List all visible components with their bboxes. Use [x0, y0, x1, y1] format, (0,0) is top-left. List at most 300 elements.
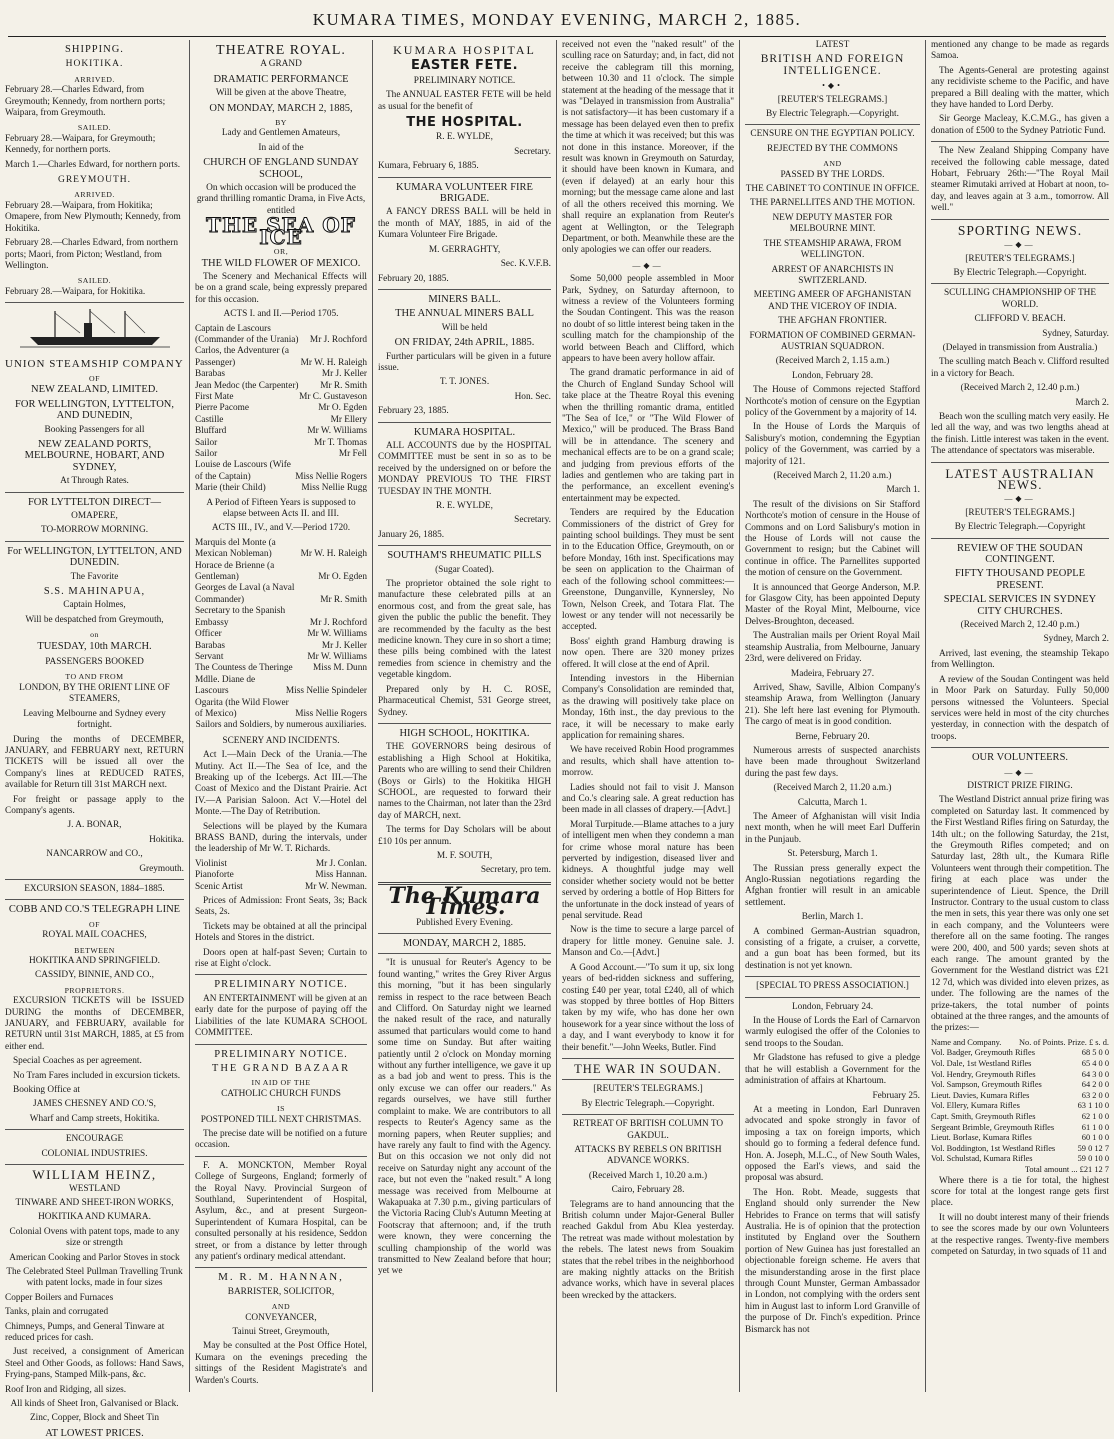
- tekapo: Arrived, last evening, the steamship Tekapo from Wellington.: [931, 648, 1109, 671]
- prize-row: [931, 1123, 1109, 1134]
- cast-row-role: Secretary to the Spanish Embassy: [195, 606, 286, 628]
- excursion-heading: EXCURSION SEASON, 1884–1885.: [24, 883, 165, 894]
- tenders: Tenders are required by the Education Commissioners of the district of Grey for painting school buildings. They must be sent in to the Education Office, Greymouth, on or before Monday, 16th inst. Specifications may be seen on application to the Chairman of each of the following school committees:—Greenstone, Dunganville, Kynnersley, No Town, Nelson Creek, and Totara Flat. The lowest or any tender will not necessarily be accepted.: [562, 508, 734, 633]
- cast-row-value: Mr Fell: [338, 449, 367, 459]
- captain: Captain Holmes,: [63, 600, 126, 611]
- sailors: Sailors and Soldiers, by numerous auxiliaries.: [195, 720, 367, 731]
- march-1: March 1.: [886, 485, 920, 496]
- cast-row-role: Officer: [195, 629, 222, 640]
- by-electric: By Electric Telegraph.—Copyright.: [953, 267, 1087, 278]
- sea-of-ice-title: THE SEA OF ICE: [206, 213, 356, 249]
- cabinet: THE CABINET TO CONTINUE IN OFFICE.: [745, 184, 920, 195]
- musician-row-value: Miss Hannan.: [315, 870, 367, 881]
- cast-row: [195, 403, 367, 414]
- further: Further particulars will be given in a future issue.: [378, 351, 551, 373]
- deputy: NEW DEPUTY MASTER FOR MELBOURNE MINT.: [772, 212, 893, 235]
- prelim-heading: PRELIMINARY NOTICE.: [214, 979, 348, 991]
- encourage: ENCOURAGE: [65, 1134, 124, 1145]
- scenery: The Scenery and Mechanical Effects will be on a grand scale, being expressly prepared for this occasion.: [195, 271, 367, 305]
- southam: SOUTHAM'S RHEUMATIC PILLS: [387, 550, 542, 562]
- postponed: POSTPONED TILL NEXT CHRISTMAS.: [200, 1114, 362, 1125]
- cast-row-role: Pierre Pacome: [195, 403, 249, 414]
- divider: [378, 289, 551, 290]
- moral: Moral Turpitude.—Blame attaches to a jury of intelligent men when they condemn a man for crime whose moral nature has been perverted by indigestion, diseased liver and kidneys. A thoughtful judge may well consider whether society would not be better served by ordering a bottle of Hop Bitters for the unfortunate in the dock instead of years of penal servitude. Read: [562, 819, 734, 922]
- madeira-text: Arrived, Shaw, Saville, Albion Company's steamship Arawa, from Wellington (January 21). She left here last evening for Plymouth. The cargo of meat is in good condition.: [745, 682, 920, 728]
- samoa-continued: mentioned any change to be made as regards Samoa.: [931, 40, 1109, 62]
- south: M. F. SOUTH,: [436, 850, 493, 861]
- cast-row: [195, 324, 367, 347]
- ornament: —◆—: [1004, 240, 1036, 250]
- censure: CENSURE ON THE EGYPTIAN POLICY.: [750, 129, 915, 140]
- received-2: (Received March 2, 12.40 p.m.): [960, 620, 1080, 631]
- divider: [931, 219, 1109, 220]
- divider: [562, 1058, 734, 1059]
- feb-25: February 25.: [872, 1090, 920, 1101]
- received-3: (Received March 2, 11.20 a.m.): [773, 783, 892, 794]
- hannan: M. R. M. HANNAN,: [218, 1271, 344, 1284]
- for-wld: For WELLINGTON, LYTTELTON, AND DUNEDIN.: [7, 545, 182, 569]
- fifty-thousand: FIFTY THOUSAND PEOPLE PRESENT.: [954, 568, 1086, 591]
- cast-row-role: The Countess de Theringe: [195, 663, 293, 674]
- hon-sec: Hon. Sec.: [514, 391, 551, 402]
- musician-row-value: Mr J. Conlan.: [315, 858, 367, 869]
- produced: On which occasion will be produced the grand thrilling romantic Drama, in Five Acts, entitled: [196, 183, 366, 216]
- cast-row-role: Louise de Lascours (Wife of the Captain): [195, 460, 291, 482]
- special: [SPECIAL TO PRESS ASSOCIATION.]: [756, 981, 909, 992]
- sugar-coated: (Sugar Coated).: [435, 564, 494, 575]
- prize-row-role: Vol. Schulstad, Kumara Rifles: [931, 1154, 1033, 1164]
- divider: [195, 1156, 367, 1157]
- nz-shipping: The New Zealand Shipping Company have received the following cable message, dated Hobart, February 26th:—"The Royal Mail steamer Rimutaki arrived at Hobart at noon, to-day, and leaves again at 3 a.m., tomorrow. All well.": [931, 146, 1109, 214]
- annual-miners: THE ANNUAL MINERS BALL: [395, 308, 534, 320]
- prize-row-value: 62 1 0 0: [1081, 1112, 1109, 1122]
- steamship-icon: [20, 307, 170, 349]
- secretary: Secretary.: [514, 146, 551, 157]
- agent-nancarrow: NANCARROW and CO.,: [46, 849, 143, 860]
- cast-row: [195, 438, 367, 449]
- cast-row-value: Mr J. Rochford: [309, 617, 367, 628]
- calcutta-text: The Ameer of Afghanistan will visit India next month, when he will meet Earl Dufferin in the Punjaub.: [745, 811, 920, 845]
- reuters: [REUTER'S TELEGRAMS.]: [777, 94, 888, 105]
- hokitika-sailed-2: March 1.—Charles Edward, for northern ports.: [5, 159, 181, 170]
- cast-row-role: Barabas: [195, 640, 225, 651]
- proprietors: PROPRIETORS.: [64, 985, 125, 995]
- cast-row-value: Mr W. Williams: [307, 426, 367, 437]
- divider: [745, 997, 920, 998]
- cast-row: [195, 483, 367, 494]
- prize-row-value: 59 0 12 7: [1077, 1143, 1109, 1153]
- london-2-text: In the House of Lords the Earl of Carnarvon warmly eulogised the offer of the Colonies to send troops to the Soudan.: [745, 1016, 920, 1049]
- westland: WESTLAND: [68, 1183, 121, 1194]
- cast-row-role: Sailor: [195, 437, 218, 448]
- gerraghty: M. GERRAGHTY,: [428, 244, 501, 255]
- trunk: The Celebrated Steel Pullman Travelling Trunk with patent locks, made in four sizes: [6, 1266, 183, 1289]
- stoves: American Cooking and Parlor Stoves in stock: [9, 1252, 180, 1263]
- cast-row-role: Servant: [195, 651, 224, 662]
- conveyancer: CONVEYANCER,: [245, 1312, 317, 1323]
- divider: [745, 124, 920, 125]
- cast-row: [195, 641, 367, 652]
- parnellites: THE PARNELLITES AND THE MOTION.: [749, 198, 915, 209]
- royal-mail: ROYAL MAIL COACHES,: [42, 930, 147, 941]
- prepared: Prepared only by H. C. ROSE, Pharmaceutical Chemist, 531 George street, Sydney.: [378, 684, 551, 718]
- secretary-2: Secretary.: [514, 515, 551, 526]
- union-booking: Booking Passengers for all: [44, 424, 145, 435]
- prize-row-value: 61 1 0 0: [1081, 1122, 1109, 1132]
- union-heading-text: UNION STEAMSHIP COMPANY: [5, 357, 184, 370]
- ornament: •◆•: [822, 81, 843, 91]
- sailed-label: SAILED.: [77, 276, 112, 286]
- feb-25-text: At a meeting in London, Earl Dunraven advocated and spoke strongly in favor of imposing a tax on foreign imports, which should go to forming a federal defence fund. Hon. A. Joseph, M.L.C., of New South Wales, opposed the Earl's views, and said the proposal was absurd.: [745, 1104, 920, 1184]
- attacks: ATTACKS BY REBELS ON BRITISH ADVANCE WORKS.: [574, 1144, 722, 1167]
- mails: The Australian mails per Orient Royal Mail steamship Australia, from Melbourne, January 23rd, were delivered on Friday.: [745, 631, 920, 665]
- cast-row-role: Captain de Lascours (Commander of the Urania): [195, 323, 299, 345]
- divider: [378, 545, 551, 546]
- column-1: [0, 40, 189, 1439]
- prize-rows: [931, 1048, 1109, 1165]
- prize-row: [931, 1133, 1109, 1144]
- prelim: PRELIMINARY NOTICE.: [413, 75, 516, 86]
- divider: [5, 492, 184, 493]
- cast-row-value: Mr Ellery: [330, 414, 367, 425]
- frontier: THE AFGHAN FRONTIER.: [778, 316, 887, 327]
- divider: [378, 177, 551, 178]
- rejected: REJECTED BY THE COMMONS: [767, 143, 898, 154]
- will-be-held: Will be held: [441, 322, 488, 333]
- british-foreign: BRITISH AND FOREIGN INTELLIGENCE.: [760, 53, 905, 77]
- good-account: A Good Account.—"To sum it up, six long years of bed-ridden sickness and suffering, costing £40 per year, total £240, all of which was stopped by three bottles of Hop Bitters taken by my wife, who has done her own housework for a year since without the loss of a day, and I want everybody to know it for their benefit."—John Weeks, Butler. Find: [562, 962, 734, 1053]
- prize-row-value: 60 1 0 0: [1081, 1133, 1109, 1143]
- madeira: Madeira, February 27.: [790, 668, 875, 679]
- prize-row-role: Vol. Ellery, Kumara Rifles: [931, 1101, 1020, 1111]
- cast-row-value: Mr R. Smith: [320, 594, 367, 605]
- governors: THE GOVERNORS being desirous of establishing a High School at Hokitika, Parents who are willing to send their Children (Boys or Girls) to the Hokitika HIGH SCHOOL, are requested to forward their names to the Chairman, not later than the 23rd day of MARCH, next.: [378, 742, 551, 821]
- sec-kvfb: Sec. K.V.F.B.: [500, 259, 551, 270]
- berlin-text: A combined German-Austrian squadron, consisting of a frigate, a cruiser, a corvette, and a gun boat has been formed, but its destination is not yet known.: [745, 926, 920, 971]
- cast-row-role: Mdlle. Diane de Lascours: [195, 674, 256, 697]
- agent-bonar: J. A. BONAR,: [67, 820, 122, 831]
- divider: [562, 1114, 734, 1115]
- dramatic: DRAMATIC PERFORMANCE: [213, 73, 349, 85]
- is: IS: [277, 1104, 285, 1114]
- hokitika-sailed-1: February 28.—Waipara, for Greymouth; Kennedy, for northern ports.: [5, 133, 156, 156]
- lyttelton-direct: FOR LYTTELTON DIRECT—: [27, 496, 162, 508]
- prize-row-value: 65 4 0 0: [1081, 1059, 1109, 1069]
- prize-total-text: Total amount ... £21 12 7: [1024, 1165, 1109, 1174]
- wild-flower: THE WILD FLOWER OF MEXICO.: [201, 257, 361, 269]
- london-orient: LONDON, BY THE ORIENT LINE OF STEAMERS,: [19, 682, 170, 705]
- cairo-text: Telegrams are to hand announcing that the British column under Major-General Buller reached Gakdul from Abu Klea yesterday. The retreat was made without molestation by the rebels. The latest news from Souakim states that the rebel tribes in the neighborhood are making nightly attacks on the British advance works, which have in several places been wrecked by the attackers.: [562, 1199, 734, 1301]
- heinz-heading: WILLIAM HEINZ,: [32, 1167, 157, 1183]
- masthead: KUMARA TIMES, MONDAY EVENING, MARCH 2, 1885.: [312, 10, 802, 29]
- easter-fete: EASTER FETE.: [410, 58, 519, 74]
- macleay: Sir George Macleay, K.C.M.G., has given a donation of £500 to the Sydney Patriotic Fund.: [931, 114, 1109, 136]
- column-2: [189, 40, 372, 1392]
- prize-row-role: Sergeant Brimble, Greymouth Rifles: [931, 1122, 1055, 1132]
- special-coaches: Special Coaches as per agreement.: [13, 1056, 142, 1067]
- divider: [931, 141, 1109, 142]
- sec-pro-tem: Secretary, pro tem.: [480, 865, 551, 876]
- divider: [378, 953, 551, 954]
- agents: The Agents-General are protesting against any recidiviste scheme to the Pacific, and have prepared a Bill dealing with the matter, which they have handed to Lord Derby.: [931, 65, 1109, 111]
- column-4: [556, 40, 739, 1392]
- cast-row: [195, 415, 367, 426]
- robin-hood: We have received Robin Hood programmes and results, which shall have attention to-morrow.: [562, 745, 734, 779]
- prize-row-role: Lieut. Borlase, Kumara Rifles: [931, 1133, 1032, 1143]
- meade: The Hon. Robt. Meade, suggests that England should only surrender the New Hebrides to France on terms that will satisfy Australia. He is of opinion that the protection instituted by England over the Southern portion of New Guinea has just forestalled an objectionable foreign scheme. He avers that the misunderstanding arose in the first place through Count Munster, German Ambassador in London, not complying with the orders sent him in August last to inform Lord Granville of the purpose of Dr. Finch's expedition. Prince Bismarck has not: [745, 1187, 920, 1335]
- cast-row-role: Marquis del Monte (a Mexican Nobleman): [195, 537, 276, 560]
- war-heading: THE WAR IN SOUDAN.: [574, 1061, 722, 1076]
- hokitika-heading: HOKITIKA.: [65, 59, 124, 70]
- cast-row-role: Castille: [195, 414, 224, 425]
- passengers-booked: PASSENGERS BOOKED: [45, 657, 144, 668]
- prize-header: [931, 1038, 1109, 1049]
- divider: [931, 462, 1109, 463]
- cast-row: [195, 583, 367, 606]
- cast-row-value: Mr W. Williams: [307, 629, 367, 640]
- scenery-heading: SCENERY AND INCIDENTS.: [222, 735, 340, 746]
- prize-row-value: 59 0 10 0: [1077, 1154, 1109, 1164]
- of-label: OF: [89, 919, 100, 929]
- musicians-list: [195, 859, 367, 893]
- special-services: SPECIAL SERVICES IN SYDNEY CITY CHURCHES.: [943, 594, 1097, 617]
- divider: [378, 933, 551, 934]
- musician-row: [195, 859, 367, 870]
- cast-row: [195, 449, 367, 460]
- fire-brigade: KUMARA VOLUNTEER FIRE BRIGADE.: [396, 181, 533, 205]
- ornament: —◆—: [632, 260, 664, 270]
- return-tickets: During the months of DECEMBER, JANUARY, and FEBRUARY next, RETURN TICKETS will be issued all over the Company's lines at REDUCED RATES, available for Return till 31st MARCH next.: [5, 734, 184, 791]
- cast-row-value: Mr W. H. Raleigh: [300, 549, 367, 560]
- precise-date: The precise date will be notified on a future occasion.: [195, 1128, 367, 1151]
- cast-list-1: [195, 324, 367, 495]
- shipping-heading: SHIPPING.: [65, 44, 124, 55]
- union-for: FOR WELLINGTON, LYTTELTON, AND DUNEDIN,: [15, 398, 174, 422]
- gladstone: Mr Gladstone has refused to give a pledge that he will establish a Government for the administration of affairs at Khartoum.: [745, 1053, 920, 1087]
- divider: [5, 541, 184, 542]
- prize-total: [931, 1165, 1109, 1176]
- passed: PASSED BY THE LORDS.: [780, 169, 885, 180]
- hok-kumara: HOKITIKA AND KUMARA.: [38, 1212, 151, 1223]
- tainui: Tainui Street, Greymouth,: [232, 1327, 330, 1338]
- musician-row: [195, 870, 367, 881]
- cast-row: [195, 698, 367, 721]
- selections: Selections will be played by the Kumara BRASS BAND, during the intervals, under the leadership of Mr W. T. Richards.: [195, 821, 367, 855]
- cast-row: [195, 675, 367, 698]
- cast-row-value: Mr T. Thomas: [314, 437, 367, 448]
- prize-table: [931, 1038, 1109, 1176]
- lowest: AT LOWEST PRICES.: [45, 1427, 144, 1439]
- prize-row: [931, 1101, 1109, 1112]
- column-6: [925, 40, 1114, 1392]
- tanks: Tanks, plain and corrugated: [5, 1307, 109, 1318]
- ladies: Lady and Gentlemen Amateurs,: [221, 128, 341, 139]
- wylde: R. E. WYLDE,: [436, 132, 493, 143]
- union-nz: NEW ZEALAND, LIMITED.: [31, 384, 158, 396]
- cast-list-2: [195, 538, 367, 721]
- divider: [5, 1164, 184, 1165]
- just-received: Just received, a consignment of American Steel and Other Goods, as follows: Hand Saws, Frying-pans, Stamped Milk-pans, &c.: [5, 1347, 184, 1381]
- cast-row: [195, 652, 367, 663]
- southam-text: The proprietor obtained the sole right to manufacture these celebrated pills at an enormous cost, and from the great sale, has given the public the public the benefit. They are recommended by the faculty as the best medicine known. They cure in so short a time; these pills being combined with the latest remedies from science in chemistry and the vegetable kingdom.: [378, 579, 551, 681]
- ship-name: S.S. MAHINAPUA,: [43, 586, 146, 598]
- calcutta: Calcutta, March 1.: [797, 797, 868, 808]
- sydney-march-2: Sydney, March 2.: [1043, 634, 1109, 645]
- cast-row: [195, 629, 367, 640]
- received: (Received March 1, 10.20 a.m.): [588, 1170, 708, 1181]
- ameer: MEETING AMEER OF AFGHANISTAN AND THE VICEROY OF INDIA.: [753, 290, 912, 312]
- moor-park: Some 50,000 people assembled in Moor Park, Sydney, on Saturday afternoon, to witness a review of the Volunteers forming the Soudan Contingent. This was the reason no doubt of so little interest being taken in the sculling match for the championship of the world between Beach and Clifford, which appears to have been avery hollow affair.: [562, 274, 734, 364]
- berne: Berne, February 20.: [795, 731, 870, 742]
- prize-row-value: 63 1 10 0: [1077, 1101, 1109, 1111]
- sculling: SCULLING CHAMPIONSHIP OF THE WORLD.: [943, 288, 1097, 310]
- divider: [5, 302, 184, 303]
- sculling-text: The sculling match Beach v. Clifford resulted in a victory for Beach.: [931, 357, 1109, 379]
- reuters-2: [REUTER'S TELEGRAMS.]: [965, 507, 1075, 518]
- prelim-heading-2: PRELIMINARY NOTICE.: [214, 1048, 348, 1060]
- union-ports: NEW ZEALAND PORTS, MELBOURNE, HOBART, AND SYDNEY,: [24, 438, 165, 473]
- the-hospital: THE HOSPITAL.: [406, 115, 523, 131]
- divider: [562, 1079, 734, 1080]
- colonial: COLONIAL INDUSTRIES.: [41, 1148, 148, 1159]
- cast-row: [195, 369, 367, 380]
- prize-header-left: Name and Company.: [931, 1037, 1002, 1047]
- consulted: May be consulted at the Post Office Hotel, Kumara on the evenings preceding the sittings of the Resident Magistrate's and Warden's Courts.: [195, 1341, 367, 1386]
- cast-row-value: Miss Nellie Spindeler: [285, 686, 367, 697]
- no-tram: No Tram Fares included in excursion tickets.: [13, 1070, 181, 1081]
- between: BETWEEN: [74, 945, 115, 955]
- cassidy: CASSIDY, BINNIE, AND CO.,: [35, 970, 154, 981]
- column-5: [739, 40, 925, 1392]
- cairo: Cairo, February 28.: [611, 1185, 685, 1196]
- act-list: Act I.—Main Deck of the Urania.—The Mutiny. Act II.—The Sea of Ice, and the Breaking up of the Icebergs. Act III.—The Coast of Mexico and the Distant Prairie. Act IV.—A Parisian Saloon. Act V.—Hotel del Monte.—The Day of Retribution.: [195, 750, 367, 818]
- greymouth-sailed: February 28.—Waipara, for Hokitika.: [5, 286, 146, 297]
- tie-text: Where there is a tie for total, the highest score for total at the longest range gets first place.: [931, 1175, 1109, 1209]
- union-heading: [5, 359, 184, 370]
- latest: LATEST: [815, 40, 850, 50]
- musician-row-value: Mr W. Newman.: [305, 881, 367, 892]
- arrived-label: ARRIVED.: [74, 74, 115, 84]
- or: OR,: [273, 247, 289, 257]
- drama: The grand dramatic performance in aid of the Church of England Sunday School will take place at the Theatre Royal this evening when the thrilling romantic drama, entitled "The Sea of Ice," or "The Wild Flower of Mexico," will be produced. The Brass Band will be in attendance. The scenery and mechanical effects are to be on a grand scale; and judging from previous efforts of the ladies and gentlemen who are taking part in the performance, an excellent evening's entertainment may be expected.: [562, 368, 734, 504]
- by-electric: By Electric Telegraph.—Copyright.: [581, 1098, 715, 1109]
- hokitika-arrived: February 28.—Charles Edward, from Greymouth; Kennedy, from northern ports; Waipara, from Greymouth.: [5, 85, 166, 119]
- by-electric: By Electric Telegraph.—Copyright.: [766, 109, 899, 120]
- divider: [5, 899, 184, 900]
- zinc: Zinc, Copper, Block and Sheet Tin: [29, 1413, 159, 1424]
- prize-row: [931, 1070, 1109, 1081]
- cast-row-value: Miss Nellie Rogers: [295, 471, 367, 482]
- of-label: OF: [89, 373, 100, 383]
- excursion-text: EXCURSION TICKETS will be ISSUED DURING the months of DECEMBER, JANUARY, and FEBRUARY, available for RETURN until 31st MARCH, 1885, at £5 from either end.: [5, 996, 184, 1052]
- divider: [195, 974, 367, 975]
- cast-row-value: Mr R. Smith: [320, 380, 367, 391]
- cast-row-value: Mr C. Gustaveson: [299, 391, 367, 402]
- musician-row-role: Scenic Artist: [195, 881, 243, 892]
- masthead-rule: [8, 36, 1106, 37]
- cast-row-role: Carlos, the Adventurer (a Passenger): [195, 346, 289, 368]
- delayed: (Delayed in transmission from Australia.): [942, 342, 1098, 353]
- annual-easter: The ANNUAL EASTER FETE will be held as usual for the benefit of: [378, 90, 551, 112]
- greymouth-arrived: February 28.—Waipara, from Hokitika; Omapere, from New Plymouth; Kennedy, from Hokitika.: [5, 200, 181, 234]
- boss: Boss' eighth grand Hamburg drawing is now open. There are 320 money prizes offered. It will close at the end of April.: [562, 636, 734, 670]
- barrister: BARRISTER, SOLICITOR,: [227, 1286, 335, 1297]
- st-petersburg: St. Petersburg, March 1.: [787, 849, 878, 860]
- prize-row-role: Vol. Badger, Greymouth Rifles: [931, 1048, 1035, 1058]
- freight: For freight or passage apply to the Company's agents.: [5, 794, 184, 816]
- st-petersburg-text: The Russian press generally expect the Anglo-Russian negotiations regarding the Afghan frontier will result in an amicable settlement.: [745, 863, 920, 908]
- cast-row-value: Mr O. Egden: [318, 403, 367, 414]
- volunteers: OUR VOLUNTEERS.: [971, 752, 1069, 764]
- divider: [195, 1267, 367, 1268]
- roof: Roof Iron and Ridging, all sizes.: [5, 1384, 127, 1395]
- prize-row: [931, 1112, 1109, 1123]
- doors: Doors open at half-past Seven; Curtain to rise at Eight o'clock.: [195, 947, 367, 970]
- prize-row-role: Vol. Sampson, Greymouth Rifles: [931, 1080, 1042, 1090]
- arrived-label: ARRIVED.: [74, 190, 115, 200]
- prize-row-value: 64 3 0 0: [1081, 1069, 1109, 1079]
- cast-row-value: Mr J. Keller: [321, 640, 367, 651]
- divider: [931, 283, 1109, 284]
- chesney: JAMES CHESNEY AND CO.'S,: [33, 1099, 156, 1110]
- hokitika-springfield: HOKITIKA AND SPRINGFIELD.: [29, 956, 160, 966]
- received-1: (Received March 2, 12.40 p.m.): [960, 383, 1080, 394]
- ovens: Colonial Ovens with patent tops, made to any size or strength: [9, 1226, 180, 1249]
- prize-row-role: Capt. Smith, Greymouth Rifles: [931, 1112, 1036, 1122]
- published: Published Every Evening.: [416, 917, 513, 928]
- cast-row-value: Mr O. Egden: [318, 572, 367, 583]
- miners-ball: MINERS BALL.: [428, 293, 501, 305]
- kumara-hospital-2: KUMARA HOSPITAL.: [413, 426, 516, 438]
- high-school: HIGH SCHOOL, HOKITIKA.: [399, 727, 530, 739]
- date-1: Kumara, February 6, 1885.: [378, 161, 479, 172]
- fortnight: Leaving Melbourne and Sydney every fortnight.: [23, 708, 166, 731]
- drapery-sale: Now is the time to secure a large parcel of drapery for little money. Genuine sale. J. Manson and Co.—[Advt.]: [562, 925, 734, 959]
- greymouth-heading: GREYMOUTH.: [57, 175, 132, 186]
- booking-office: Booking Office at: [13, 1085, 80, 1096]
- cast-row-value: Miss Nellie Rugg: [301, 483, 367, 494]
- prize-row: [931, 1080, 1109, 1091]
- reuters: [REUTER'S TELEGRAMS.]: [593, 1084, 703, 1095]
- cast-row-value: Miss Nellie Rogers: [295, 708, 367, 719]
- arawa: THE STEAMSHIP ARAWA, FROM WELLINGTON.: [763, 238, 902, 261]
- prize-row: [931, 1048, 1109, 1059]
- london-1: London, February 28.: [791, 370, 874, 381]
- latest-australian: LATEST AUSTRALIAN NEWS.: [945, 465, 1095, 492]
- acts-1-2: ACTS I. and II.—Period 1705.: [223, 309, 339, 320]
- agent-nancarrow-place: Greymouth.: [139, 863, 184, 874]
- prize-row: [931, 1154, 1109, 1165]
- cast-row-role: Marie (their Child): [195, 483, 266, 494]
- divider: [378, 422, 551, 423]
- cast-row: [195, 561, 367, 584]
- cast-row: [195, 663, 367, 674]
- and-label: AND: [271, 1302, 291, 1312]
- on-monday: ON MONDAY, MARCH 2, 1885,: [209, 102, 353, 114]
- catholic: CATHOLIC CHURCH FUNDS: [221, 1088, 341, 1099]
- ladies-sale: Ladies should not fail to visit J. Manson and Co.'s clearing sale. A great reduction has been made in all classes of drapery.—[Advt.]: [562, 782, 734, 816]
- cast-row: [195, 606, 367, 629]
- cast-row: [195, 426, 367, 437]
- review: REVIEW OF THE SOUDAN CONTINGENT.: [957, 542, 1083, 566]
- on-label: on: [90, 630, 99, 640]
- clifford: CLIFFORD V. BEACH.: [974, 314, 1066, 325]
- squadron: FORMATION OF COMBINED GERMAN-AUSTRIAN SQUADRON.: [749, 330, 916, 352]
- review-text: A review of the Soudan Contingent was held in Moor Park on Saturday. Fully 50,000 persons witnessed the Volunteers. Special services were held in most of the city churches yesterday, in connection with the despatch of troops.: [931, 674, 1109, 742]
- and-label: AND: [823, 159, 842, 169]
- kumara-hospital-heading: KUMARA HOSPITAL: [393, 43, 536, 57]
- to-and-from: TO AND FROM: [65, 672, 124, 682]
